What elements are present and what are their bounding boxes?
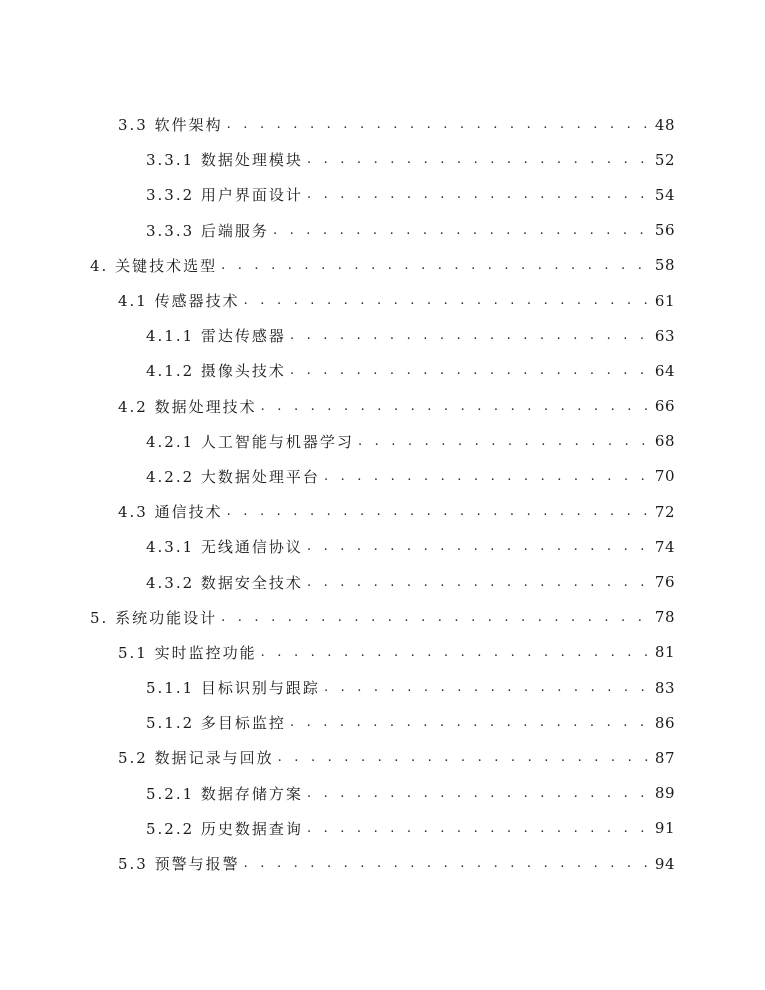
toc-entry-label: 4.1 传感器技术 <box>118 292 240 311</box>
dot-leader <box>221 610 651 625</box>
toc-entry-label: 3.3 软件架构 <box>118 116 223 135</box>
toc-entry-label: 4.1.2 摄像头技术 <box>146 362 286 381</box>
toc-entry-label: 4.3.1 无线通信协议 <box>146 538 303 557</box>
toc-entry[interactable] <box>0 529 765 564</box>
dot-leader <box>307 575 651 590</box>
toc-entry-page: 54 <box>654 185 675 204</box>
toc-entry-label: 5.1 实时监控功能 <box>118 643 257 662</box>
toc-entry[interactable] <box>0 600 765 635</box>
toc-entry-page: 66 <box>654 397 675 416</box>
toc-entry[interactable] <box>0 705 765 740</box>
toc-entry-label: 5.1.1 目标识别与跟踪 <box>146 679 320 698</box>
toc-entry[interactable] <box>0 248 765 283</box>
toc-entry-page: 52 <box>654 150 675 169</box>
toc-entry-page: 86 <box>654 713 675 732</box>
toc-entry-label: 5. 系统功能设计 <box>90 608 218 627</box>
toc-entry[interactable] <box>0 459 765 494</box>
toc-entry-page: 48 <box>654 115 675 134</box>
toc-entry[interactable] <box>0 776 765 811</box>
toc-entry-label: 3.3.3 后端服务 <box>146 221 269 240</box>
toc-entry-label: 5.2.2 历史数据查询 <box>146 819 303 838</box>
dot-leader <box>290 715 651 730</box>
toc-entry-page: 94 <box>654 854 675 873</box>
dot-leader <box>261 399 651 414</box>
toc-entry-page: 63 <box>654 326 675 345</box>
toc-entry-label: 4.3 通信技术 <box>118 503 223 522</box>
toc-entry-page: 76 <box>654 573 675 592</box>
toc-entry-page: 58 <box>654 256 675 275</box>
dot-leader <box>307 786 651 801</box>
toc-entry-label: 5.3 预警与报警 <box>118 855 240 874</box>
toc-entry[interactable] <box>0 283 765 318</box>
toc-entry-label: 4.2.1 人工智能与机器学习 <box>146 432 354 451</box>
toc-entry-page: 74 <box>654 537 675 556</box>
toc-entry-label: 4.2 数据处理技术 <box>118 397 257 416</box>
toc-entry-page: 64 <box>654 361 675 380</box>
toc-entry-page: 89 <box>654 784 675 803</box>
toc-entry[interactable] <box>0 107 765 142</box>
toc-entry-page: 72 <box>654 502 675 521</box>
toc-entry[interactable] <box>0 740 765 775</box>
toc-entry[interactable] <box>0 353 765 388</box>
dot-leader <box>307 152 651 167</box>
toc-entry[interactable] <box>0 424 765 459</box>
dot-leader <box>307 539 651 554</box>
toc-entry[interactable] <box>0 142 765 177</box>
toc-entry[interactable] <box>0 389 765 424</box>
toc-entry-page: 78 <box>654 608 675 627</box>
table-of-contents <box>0 107 765 881</box>
toc-entry[interactable] <box>0 564 765 599</box>
toc-entry-page: 61 <box>654 291 675 310</box>
toc-entry[interactable] <box>0 177 765 212</box>
toc-entry-label: 4.2.2 大数据处理平台 <box>146 467 320 486</box>
toc-entry-label: 4.3.2 数据安全技术 <box>146 573 303 592</box>
dot-leader <box>358 434 651 449</box>
toc-entry-page: 81 <box>654 643 675 662</box>
toc-entry-label: 5.1.2 多目标监控 <box>146 714 286 733</box>
toc-entry-label: 4.1.1 雷达传感器 <box>146 327 286 346</box>
toc-entry-page: 56 <box>654 221 675 240</box>
toc-entry[interactable] <box>0 635 765 670</box>
dot-leader <box>307 187 651 202</box>
toc-entry-page: 68 <box>654 432 675 451</box>
dot-leader <box>307 821 651 836</box>
dot-leader <box>290 328 651 343</box>
toc-entry[interactable] <box>0 494 765 529</box>
dot-leader <box>227 504 651 519</box>
toc-entry[interactable] <box>0 213 765 248</box>
dot-leader <box>324 469 651 484</box>
dot-leader <box>227 117 651 132</box>
toc-entry[interactable] <box>0 318 765 353</box>
dot-leader <box>290 363 651 378</box>
toc-entry[interactable] <box>0 670 765 705</box>
dot-leader <box>221 258 651 273</box>
toc-entry[interactable] <box>0 811 765 846</box>
toc-entry-label: 4. 关键技术选型 <box>90 256 218 275</box>
toc-entry[interactable] <box>0 846 765 881</box>
dot-leader <box>244 856 651 871</box>
toc-entry-page: 83 <box>654 678 675 697</box>
dot-leader <box>273 223 651 238</box>
toc-entry-label: 3.3.1 数据处理模块 <box>146 151 303 170</box>
toc-entry-label: 3.3.2 用户界面设计 <box>146 186 303 205</box>
toc-entry-page: 91 <box>654 819 675 838</box>
toc-entry-label: 5.2 数据记录与回放 <box>118 749 274 768</box>
dot-leader <box>278 750 651 765</box>
toc-entry-page: 87 <box>654 748 675 767</box>
dot-leader <box>244 293 651 308</box>
dot-leader <box>324 680 651 695</box>
toc-entry-page: 70 <box>654 467 675 486</box>
dot-leader <box>261 645 651 660</box>
toc-entry-label: 5.2.1 数据存储方案 <box>146 784 303 803</box>
